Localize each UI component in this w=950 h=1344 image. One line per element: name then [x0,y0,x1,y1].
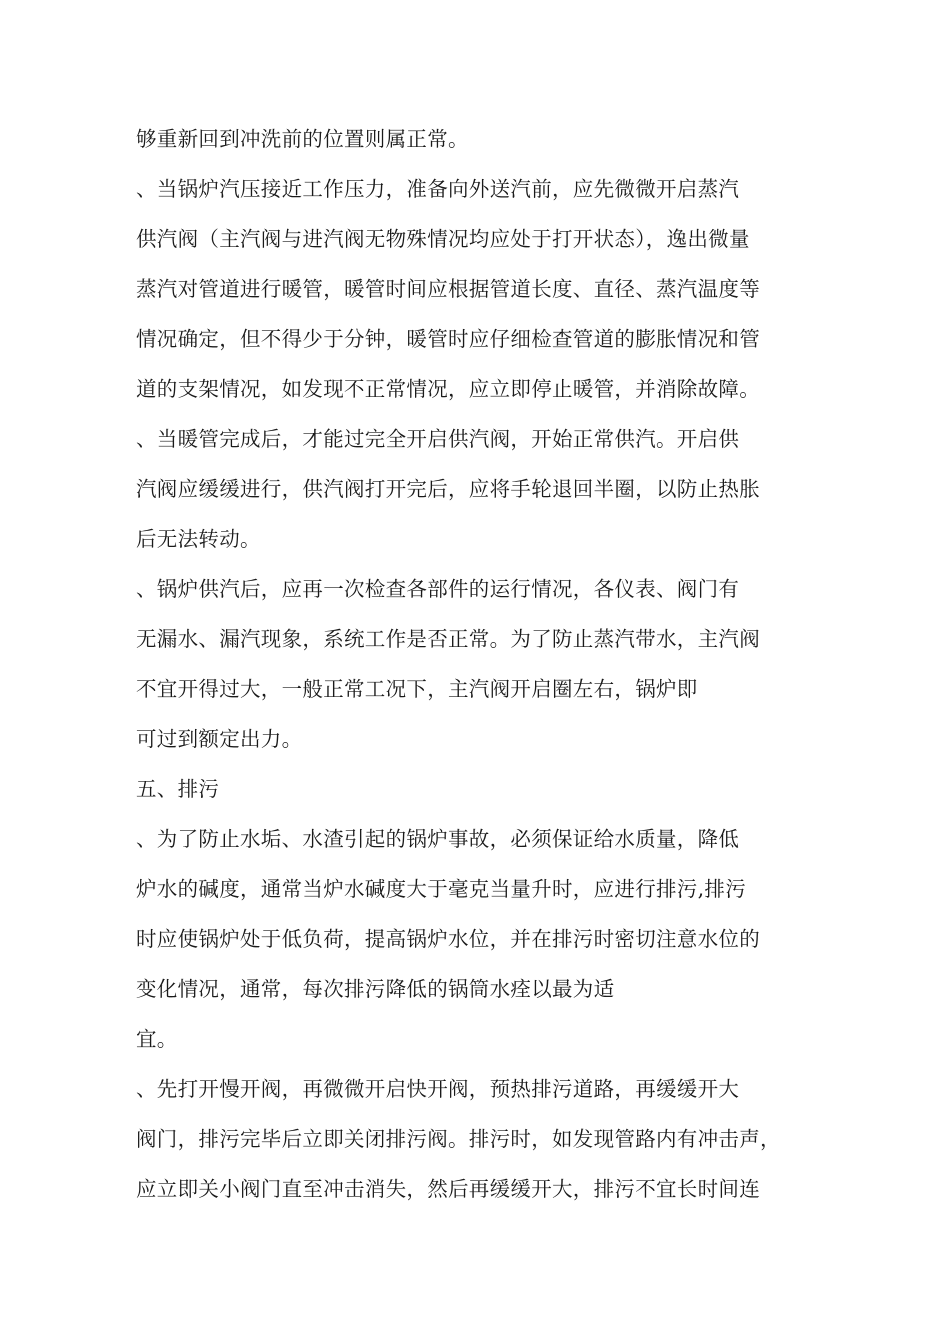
text-line: 变化情况，通常，每次排污降低的锅筒水痊以最为适 [136,977,615,1001]
text-line: 情况确定，但不得少于分钟，暖管时应仔细检查管道的膨胀情况和管 [136,327,760,351]
text-line: 道的支架情况，如发现不正常情况，应立即停止暖管，并消除故障。 [136,377,760,401]
text-line: 够重新回到冲洗前的位置则属正常。 [136,127,469,151]
text-line: 炉水的碱度，通常当炉水碱度大于毫克当量升时，应进行排污,排污 [136,877,747,901]
text-line: 、先打开慢开阀，再微微开启快开阀，预热排污道路，再缓缓开大 [136,1077,740,1101]
text-line: 、为了防止水垢、水渣引起的锅炉事故，必须保证给水质量，降低 [136,827,740,851]
text-line: 后无法转动。 [136,527,261,551]
section-heading: 五、排污 [136,777,220,801]
text-line: 时应使锅炉处于低负荷，提高锅炉水位，并在排污时密切注意水位的 [136,927,760,951]
text-line: 蒸汽对管道进行暖管，暖管时间应根据管道长度、直径、蒸汽温度等 [136,277,760,301]
text-line: 、锅炉供汽后，应再一次检查各部件的运行情况，各仪表、阀门有 [136,577,740,601]
text-line: 供汽阀（主汽阀与进汽阀无物殊情况均应处于打开状态），逸出微量 [136,227,750,251]
text-line: 无漏水、漏汽现象，系统工作是否正常。为了防止蒸汽带水，主汽阀 [136,627,760,651]
text-line: 可过到额定出力。 [136,727,303,751]
text-line: 应立即关小阀门直至冲击消失，然后再缓缓开大，排污不宜长时间连 [136,1177,760,1201]
text-line: 汽阀应缓缓进行，供汽阀打开完后，应将手轮退回半圈，以防止热胀 [136,477,760,501]
text-line: 阀门，排污完毕后立即关闭排污阀。排污时，如发现管路内有冲击声， [136,1127,781,1151]
text-line: 、当暖管完成后，才能过完全开启供汽阀，开始正常供汽。开启供 [136,427,740,451]
text-line: 不宜开得过大，一般正常工况下，主汽阀开启圈左右，锅炉即 [136,677,698,701]
text-line: 宜。 [136,1027,178,1051]
text-line: 、当锅炉汽压接近工作压力，准备向外送汽前，应先微微开启蒸汽 [136,177,740,201]
